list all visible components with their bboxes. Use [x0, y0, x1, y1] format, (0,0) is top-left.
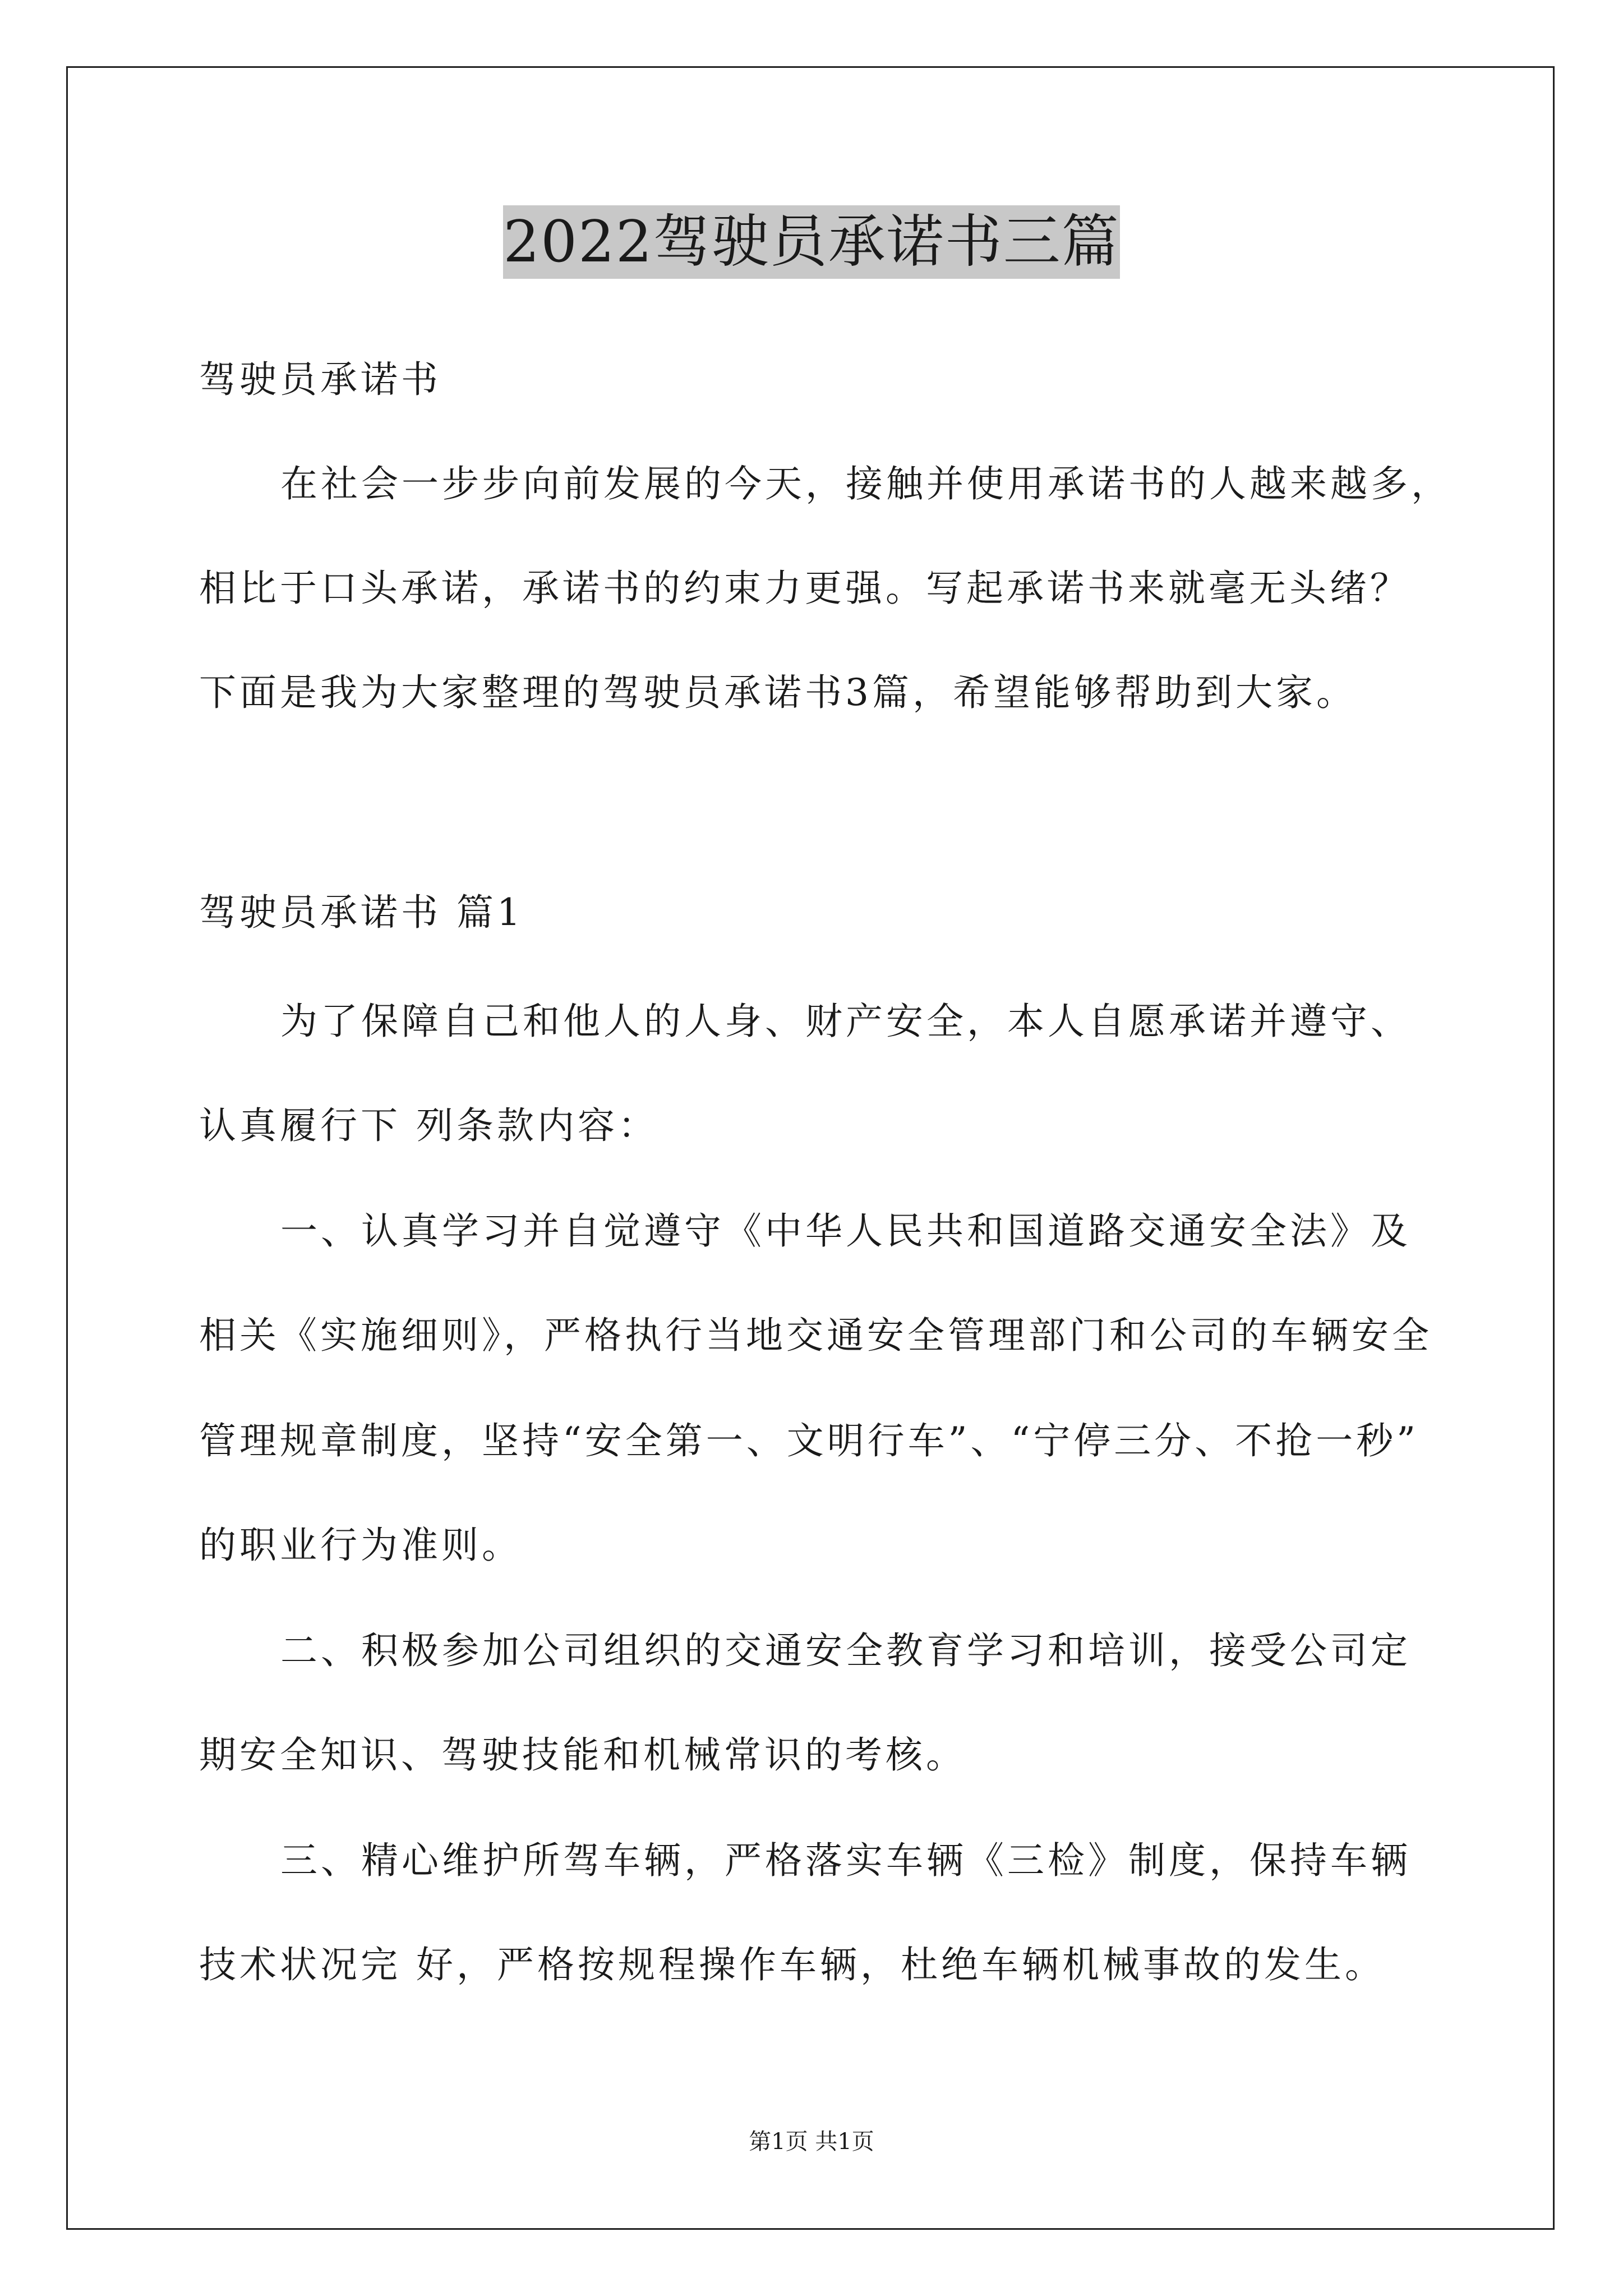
section1-line-3: 一、认真学习并自觉遵守《中华人民共和国道路交通安全法》及	[280, 1209, 1411, 1253]
section1-line-5: 管理规章制度，坚持“安全第一、文明行车”、“宁停三分、不抢一秒”	[199, 1419, 1419, 1462]
section1-line-4: 相关《实施细则》，严格执行当地交通安全管理部门和公司的车辆安全	[199, 1314, 1432, 1357]
intro-line-3: 下面是我为大家整理的驾驶员承诺书3篇，希望能够帮助到大家。	[199, 671, 1357, 714]
title-text: 2022驾驶员承诺书三篇	[503, 205, 1120, 279]
section1-line-9: 三、精心维护所驾车辆，严格落实车辆《三检》制度，保持车辆	[280, 1839, 1411, 1882]
section1-line-7: 二、积极参加公司组织的交通安全教育学习和培训，接受公司定	[280, 1629, 1411, 1672]
intro-heading: 驾驶员承诺书	[199, 358, 441, 401]
intro-line-1: 在社会一步步向前发展的今天，接触并使用承诺书的人越来越多，	[280, 462, 1451, 505]
intro-line-2: 相比于口头承诺，承诺书的约束力更强。写起承诺书来就毫无头绪？	[199, 567, 1410, 610]
section1-line-1: 为了保障自己和他人的人身、财产安全，本人自愿承诺并遵守、	[280, 1000, 1411, 1043]
document-title	[0, 203, 1623, 282]
section1-line-6: 的职业行为准则。	[199, 1524, 522, 1567]
section1-line-10: 技术状况完 好，严格按规程操作车辆，杜绝车辆机械事故的发生。	[199, 1943, 1385, 1986]
section1-line-8: 期安全知识、驾驶技能和机械常识的考核。	[199, 1733, 966, 1777]
section1-heading: 驾驶员承诺书 篇1	[199, 891, 524, 934]
section1-line-2: 认真履行下 列条款内容：	[199, 1104, 658, 1147]
page-footer: 第1页 共1页	[749, 2129, 874, 2155]
